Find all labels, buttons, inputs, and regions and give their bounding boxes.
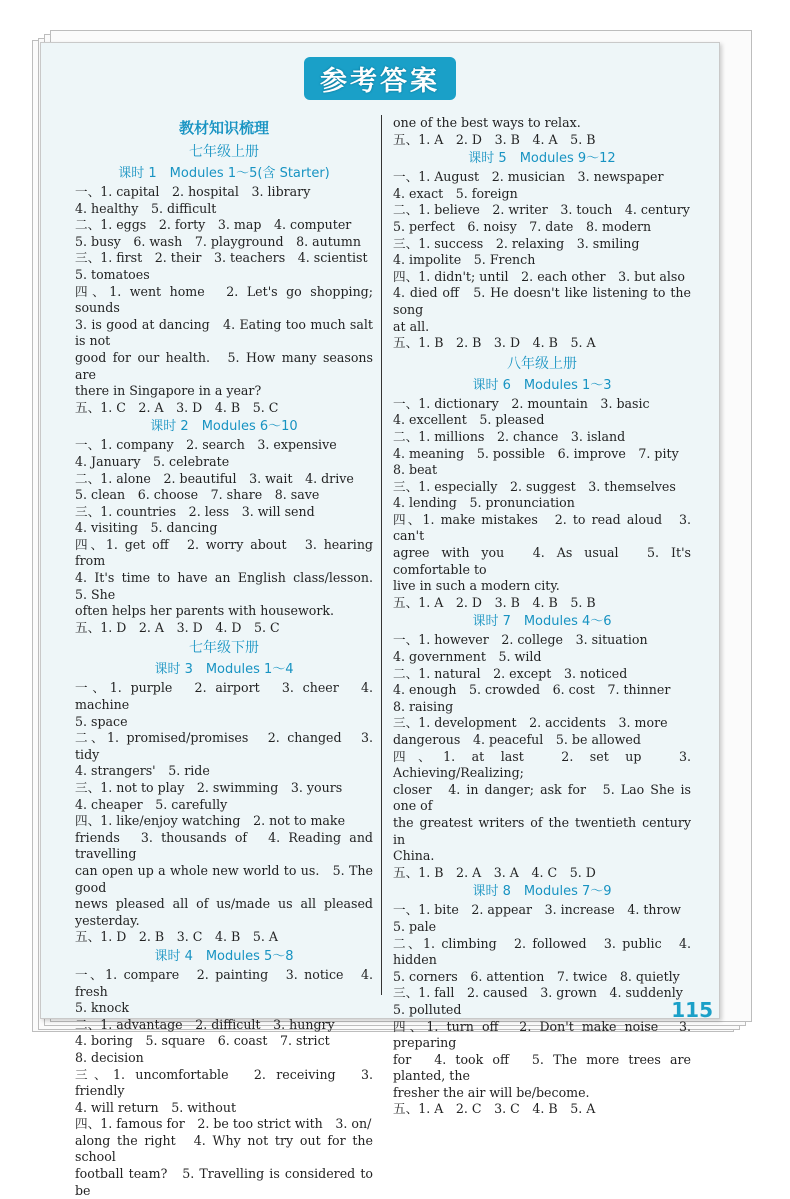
- right-column: [393, 115, 691, 1118]
- answer-line: 三、1. uncomfortable 2. receiving 3. friendly: [75, 1066, 373, 1099]
- answer-line: 二、1. advantage 2. difficult 3. hungry: [75, 1016, 335, 1032]
- answer-line: 五、1. C 2. A 3. D 4. B 5. C: [75, 399, 279, 415]
- answer-line: 二、1. believe 2. writer 3. touch 4. century: [393, 202, 690, 218]
- answer-line: the greatest writers of the twentieth century in: [393, 814, 691, 847]
- answer-line: China.: [393, 848, 435, 864]
- answer-line: closer 4. in danger; ask for 5. Lao She is one of: [393, 781, 691, 814]
- answer-line: live in such a modern city.: [393, 578, 560, 594]
- answer-line: 五、1. A 2. D 3. B 4. A 5. B: [393, 131, 596, 147]
- column-divider: [381, 115, 382, 995]
- page-title: 参考答案: [41, 57, 719, 100]
- volume-heading: 八年级上册: [507, 355, 577, 372]
- lesson-heading: 课时 7 Modules 4～6: [472, 614, 612, 630]
- answer-line: 一、1. bite 2. appear 3. increase 4. throw: [393, 902, 681, 918]
- lesson-heading: 课时 1 Modules 1～5(含 Starter): [118, 166, 330, 181]
- answer-line: 4. government 5. wild: [393, 649, 542, 665]
- left-column: [75, 115, 386, 1199]
- answer-line: 三、1. fall 2. caused 3. grown 4. suddenly: [393, 985, 683, 1001]
- answer-line: 四、1. make mistakes 2. to read aloud 3. can't: [393, 511, 691, 544]
- answer-line: 三、1. not to play 2. swimming 3. yours: [75, 780, 343, 795]
- answer-line: 4. It's time to have an English class/lesson. 5. She: [75, 570, 386, 602]
- page-number: 115: [671, 998, 713, 1022]
- answer-line: 四、1. get off 2. worry about 3. hearing from: [75, 536, 373, 569]
- answer-line: 4. impolite 5. French: [393, 252, 536, 268]
- answer-line: 5. perfect 6. noisy 7. date 8. modern: [393, 218, 652, 234]
- answer-line: news pleased all of us/made us all pleased yesterday.: [75, 896, 373, 928]
- answer-line: often helps her parents with housework.: [75, 603, 334, 619]
- answer-line: 四、1. went home 2. Let's go shopping; sounds: [75, 283, 373, 316]
- lesson-heading: 课时 4 Modules 5～8: [154, 948, 294, 964]
- answer-line: 4. cheaper 5. carefully: [75, 796, 228, 812]
- answer-line: 四、1. like/enjoy watching 2. not to make: [75, 813, 346, 829]
- section-heading: 教材知识梳理: [178, 119, 269, 137]
- answer-line: 五、1. B 2. A 3. A 4. C 5. D: [393, 864, 596, 880]
- answer-line: 5. corners 6. attention 7. twice 8. quietly: [393, 968, 680, 984]
- answer-line: 4. visiting 5. dancing: [75, 520, 218, 536]
- answer-line: along the right 4. Why not try out for the school: [75, 1132, 373, 1165]
- answer-line: 五、1. D 2. B 3. C 4. B 5. A: [75, 929, 278, 945]
- answer-line: 4. excellent 5. pleased: [393, 412, 545, 428]
- answer-line: 5. clean 6. choose 7. share 8. save: [75, 487, 320, 503]
- answer-line: 四、1. famous for 2. be too strict with 3. on/: [75, 1116, 372, 1132]
- answer-line: 8. beat: [393, 462, 438, 478]
- answer-line: 4. boring 5. square 6. coast 7. strict: [75, 1033, 330, 1049]
- answer-line: 五、1. D 2. A 3. D 4. D 5. C: [75, 619, 280, 635]
- answer-line: there in Singapore in a year?: [75, 383, 262, 399]
- answer-line: 8. raising: [393, 698, 454, 714]
- answer-line: fresher the air will be/become.: [393, 1084, 590, 1100]
- answer-line: 四、1. didn't; until 2. each other 3. but also: [393, 268, 685, 284]
- answer-line: 5. busy 6. wash 7. playground 8. autumn: [75, 233, 361, 249]
- answer-line: 二、1. eggs 2. forty 3. map 4. computer: [75, 217, 352, 233]
- answer-line: for 4. took off 5. The more trees are planted, the: [393, 1051, 691, 1084]
- answer-line: 五、1. A 2. C 3. C 4. B 5. A: [393, 1101, 596, 1117]
- answer-line: 二、1. promised/promises 2. changed 3. tidy: [75, 730, 373, 762]
- answer-line: 4. will return 5. without: [75, 1099, 237, 1115]
- answer-line: 三、1. especially 2. suggest 3. themselves: [393, 478, 676, 494]
- answer-line: 4. exact 5. foreign: [393, 185, 518, 201]
- answer-line: agree with you 4. As usual 5. It's comfortable to: [393, 545, 691, 577]
- lesson-heading: 课时 8 Modules 7～9: [472, 884, 612, 900]
- answer-line: 三、1. countries 2. less 3. will send: [75, 503, 315, 519]
- answer-line: 5. pale: [393, 918, 437, 934]
- answer-line: 三、1. success 2. relaxing 3. smiling: [393, 235, 640, 251]
- answer-line: 三、1. first 2. their 3. teachers 4. scientist: [75, 250, 368, 266]
- answer-line: 二、1. millions 2. chance 3. island: [393, 428, 626, 444]
- answer-page: [40, 42, 720, 1198]
- answer-line: 四、1. at last 2. set up 3. Achieving/Realizing;: [393, 748, 691, 781]
- answer-line: 一、1. capital 2. hospital 3. library: [75, 184, 311, 199]
- volume-heading: 七年级下册: [189, 640, 259, 657]
- answer-line: 三、1. development 2. accidents 3. more: [393, 715, 668, 731]
- answer-line: 5. polluted: [393, 1001, 462, 1017]
- lesson-heading: 课时 2 Modules 6～10: [150, 419, 298, 435]
- answer-line: 8. decision: [75, 1049, 144, 1065]
- answer-line: 二、1. alone 2. beautiful 3. wait 4. drive: [75, 470, 354, 486]
- answer-line: 4. enough 5. crowded 6. cost 7. thinner: [393, 682, 671, 698]
- lesson-heading: 课时 5 Modules 9～12: [468, 151, 616, 167]
- answer-line: one of the best ways to relax.: [393, 115, 581, 130]
- answer-line: at all.: [393, 318, 430, 334]
- volume-heading: 七年级上册: [189, 144, 259, 160]
- answer-line: 二、1. climbing 2. followed 3. public 4. hidden: [393, 935, 691, 968]
- answer-line: 5. knock: [75, 1000, 130, 1016]
- answer-line: 一、1. company 2. search 3. expensive: [75, 437, 337, 453]
- answer-line: 4. January 5. celebrate: [75, 453, 230, 469]
- answer-line: 一、1. purple 2. airport 3. cheer 4. machine: [75, 680, 373, 713]
- answer-line: 五、1. B 2. B 3. D 4. B 5. A: [393, 335, 596, 351]
- answer-line: 一、1. however 2. college 3. situation: [393, 632, 648, 648]
- answer-line: 3. is good at dancing 4. Eating too much salt is not: [75, 316, 373, 349]
- answer-line: 4. healthy 5. difficult: [75, 200, 217, 216]
- answer-line: 五、1. A 2. D 3. B 4. B 5. B: [393, 594, 596, 610]
- answer-line: 4. died off 5. He doesn't like listening to the song: [393, 285, 691, 317]
- lesson-heading: 课时 6 Modules 1～3: [472, 377, 612, 393]
- answer-line: 四、1. turn off 2. Don't make noise 3. preparing: [393, 1018, 691, 1051]
- answer-line: 二、1. natural 2. except 3. noticed: [393, 665, 628, 681]
- answer-line: 4. lending 5. pronunciation: [393, 495, 575, 511]
- answer-line: 4. strangers' 5. ride: [75, 763, 210, 779]
- answer-line: friends 3. thousands of 4. Reading and travelling: [75, 829, 373, 862]
- answer-line: 一、1. dictionary 2. mountain 3. basic: [393, 395, 650, 411]
- answer-line: 4. meaning 5. possible 6. improve 7. pity: [393, 445, 679, 461]
- lesson-heading: 课时 3 Modules 1～4: [154, 662, 294, 678]
- answer-line: 一、1. compare 2. painting 3. notice 4. fresh: [75, 966, 373, 999]
- answer-line: 一、1. August 2. musician 3. newspaper: [393, 169, 664, 185]
- answer-line: can open up a whole new world to us. 5. The good: [75, 862, 373, 895]
- answer-line: 5. tomatoes: [75, 266, 150, 282]
- answer-line: dangerous 4. peaceful 5. be allowed: [393, 732, 641, 747]
- answer-line: 5. space: [75, 713, 128, 729]
- answer-line: football team? 5. Travelling is considered to be: [75, 1166, 373, 1198]
- answer-line: good for our health. 5. How many seasons are: [75, 349, 373, 382]
